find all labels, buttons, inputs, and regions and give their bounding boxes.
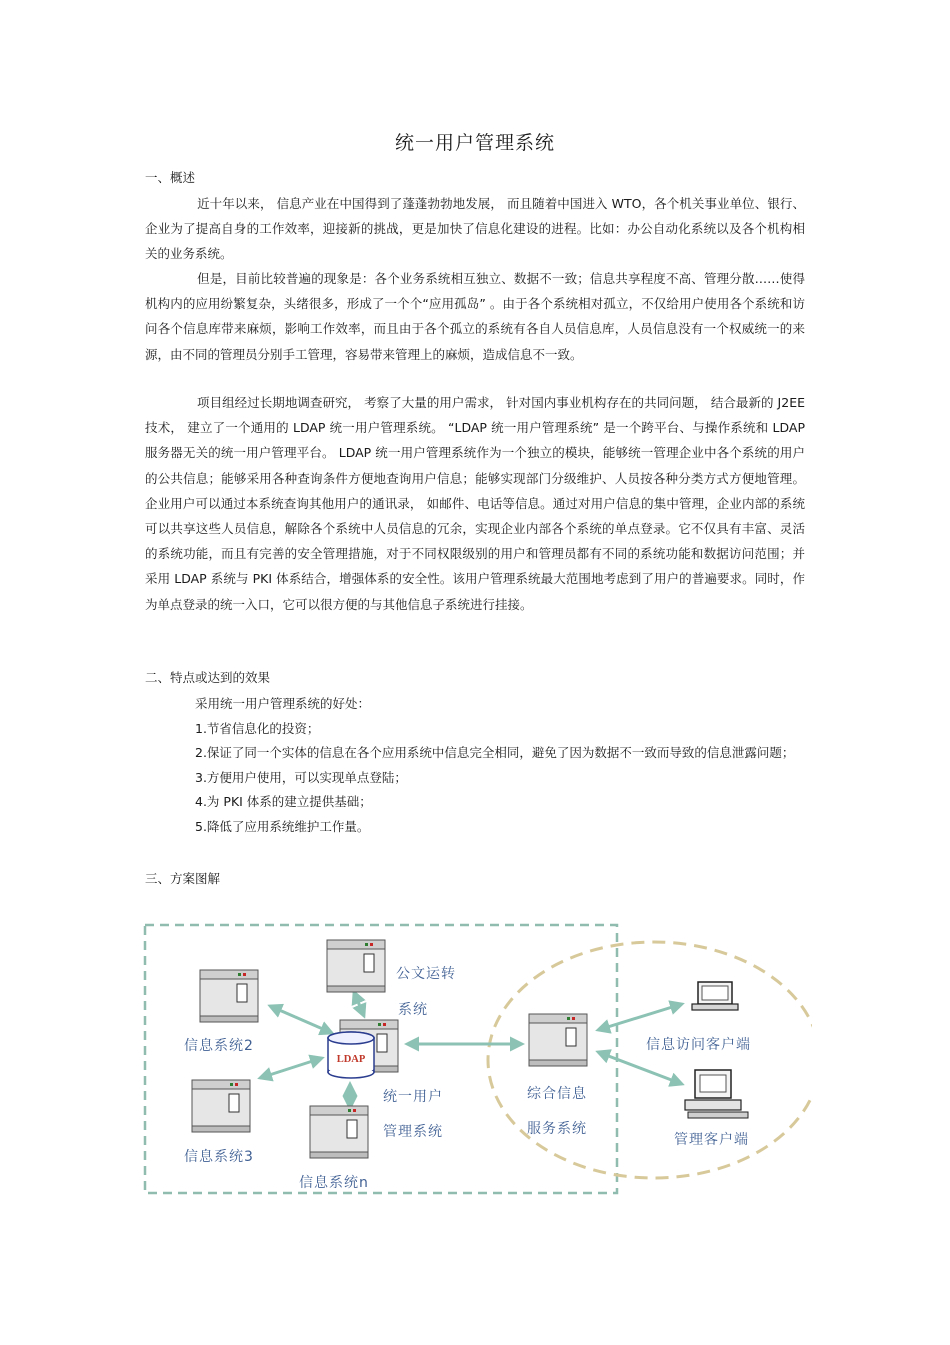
paragraph-text: 项目组经过长期地调查研究， 考察了大量的用户需求， 针对国内事业机构存在的共同问题， 结合最新的 J2EE 技术， 建立了一个通用的 LDAP 统一用户管理系统。 “LDAP 统一用户管理系统” 是一个跨平台、与操作系统和 LDAP 服务器无关的统一用户管理平台。 LDAP 统一用户管理系统作为一个独立的模块，能够统一管理企业中各个系统的用户的公共信息；能够采用各种查询条件方便地查询用户信息；能够实现部门分级维护、人员按各种分类方式方便地管理。 企业用户可以通过本系统查询其他用户的通讯录， 如邮件、电话等信息。通过对用户信息的集中管理，企业内部的系统可以共享这些人员信息，解除各个系统中人员信息的冗余，实现企业内部各个系统的单点登录。它不仅具有丰富、灵活的系统功能，而且有完善的安全管理措施，对于不同权限级别的用户和管理员都有不同的系统功能和数据访问范围；并采用 LDAP 系统与 PKI 体系结合，增强体系的安全性。该用户管理系统最大范围地考虑到了用户的普遍要求。同时，作为单点登录的统一入口，它可以很方便的与其他信息子系统进行挂接。 — [145, 395, 805, 612]
doc-flow-server-icon — [327, 940, 385, 992]
ldap-label: LDAP — [336, 1054, 366, 1065]
desktop-computer-icon — [685, 1070, 748, 1118]
list-item: 1.节省信息化的投资； — [195, 720, 320, 736]
list-item: 4.为 PKI 体系的建立提供基础； — [195, 794, 372, 810]
paragraph-text: 近十年以来， 信息产业在中国得到了蓬蓬勃勃地发展， 而且随着中国进入 WTO，各个机关事业单位、银行、企业为了提高自身的工作效率，迎接新的挑战，更是加快了信息化建设的进程。比如：办公自动化系统以及各个机构相关的业务系统。 — [145, 196, 805, 262]
section-1-heading: 一、概述 — [145, 170, 196, 185]
info-system-2-server-icon — [200, 970, 258, 1022]
integrated-server-icon — [529, 1014, 587, 1066]
unified-label-2: 管理系统 — [383, 1124, 443, 1140]
section-2-heading: 二、特点或达到的效果 — [145, 670, 271, 685]
section-1-paragraph-3 — [145, 390, 805, 617]
list-item: 2.保证了同一个实体的信息在各个应用系统中信息完全相同，避免了因为数据不一致而导致的信息泄露问题； — [195, 745, 795, 761]
doc-flow-label-2: 系统 — [398, 1002, 428, 1018]
architecture-diagram — [142, 920, 812, 1200]
arrow-integrated-access — [598, 1004, 682, 1030]
arrow-info3-ldap — [260, 1058, 322, 1078]
section-1-paragraph-2 — [145, 266, 805, 367]
section-3-heading: 三、方案图解 — [145, 871, 221, 886]
arrow-info2-ldap — [270, 1006, 332, 1033]
paragraph-text: 但是，目前比较普遍的现象是：各个业务系统相互独立、数据不一致；信息共享程度不高、管理分散……使得机构内的应用纷繁复杂，头绪很多，形成了一个个“应用孤岛” 。由于各个系统相对孤立，不仅给用户使用各个系统和访问各个信息库带来麻烦，影响工作效率，而且由于各个孤立的系统有各自人员信息库，人员信息没有一个权威统一的来源，由不同的管理员分别手工管理，容易带来管理上的麻烦，造成信息不一致。 — [145, 271, 805, 362]
benefits-intro: 采用统一用户管理系统的好处： — [195, 696, 371, 711]
laptop-icon — [692, 982, 738, 1010]
admin-client-label: 管理客户端 — [674, 1132, 749, 1148]
integrated-label-2: 服务系统 — [527, 1121, 587, 1137]
document-title: 统一用户管理系统 — [394, 132, 555, 154]
doc-flow-label-1: 公文运转 — [396, 966, 456, 982]
arrow-docflow-ldap — [354, 992, 364, 1016]
info-system-n-server-icon — [310, 1106, 368, 1158]
info-system-3-label: 信息系统3 — [184, 1149, 254, 1165]
list-item: 3.方便用户使用，可以实现单点登陆； — [195, 769, 407, 785]
benefits-list — [145, 692, 805, 840]
arrow-integrated-admin — [598, 1052, 682, 1084]
info-system-2-label: 信息系统2 — [184, 1038, 254, 1054]
integrated-label-1: 综合信息 — [527, 1086, 587, 1102]
ldap-database-icon — [328, 1032, 374, 1078]
info-system-3-server-icon — [192, 1080, 250, 1132]
info-system-n-label: 信息系统n — [299, 1175, 369, 1191]
section-1-paragraph-1 — [145, 191, 805, 267]
unified-label-1: 统一用户 — [383, 1089, 443, 1105]
access-client-label: 信息访问客户端 — [646, 1037, 751, 1053]
list-item: 5.降低了应用系统维护工作量。 — [195, 818, 370, 834]
